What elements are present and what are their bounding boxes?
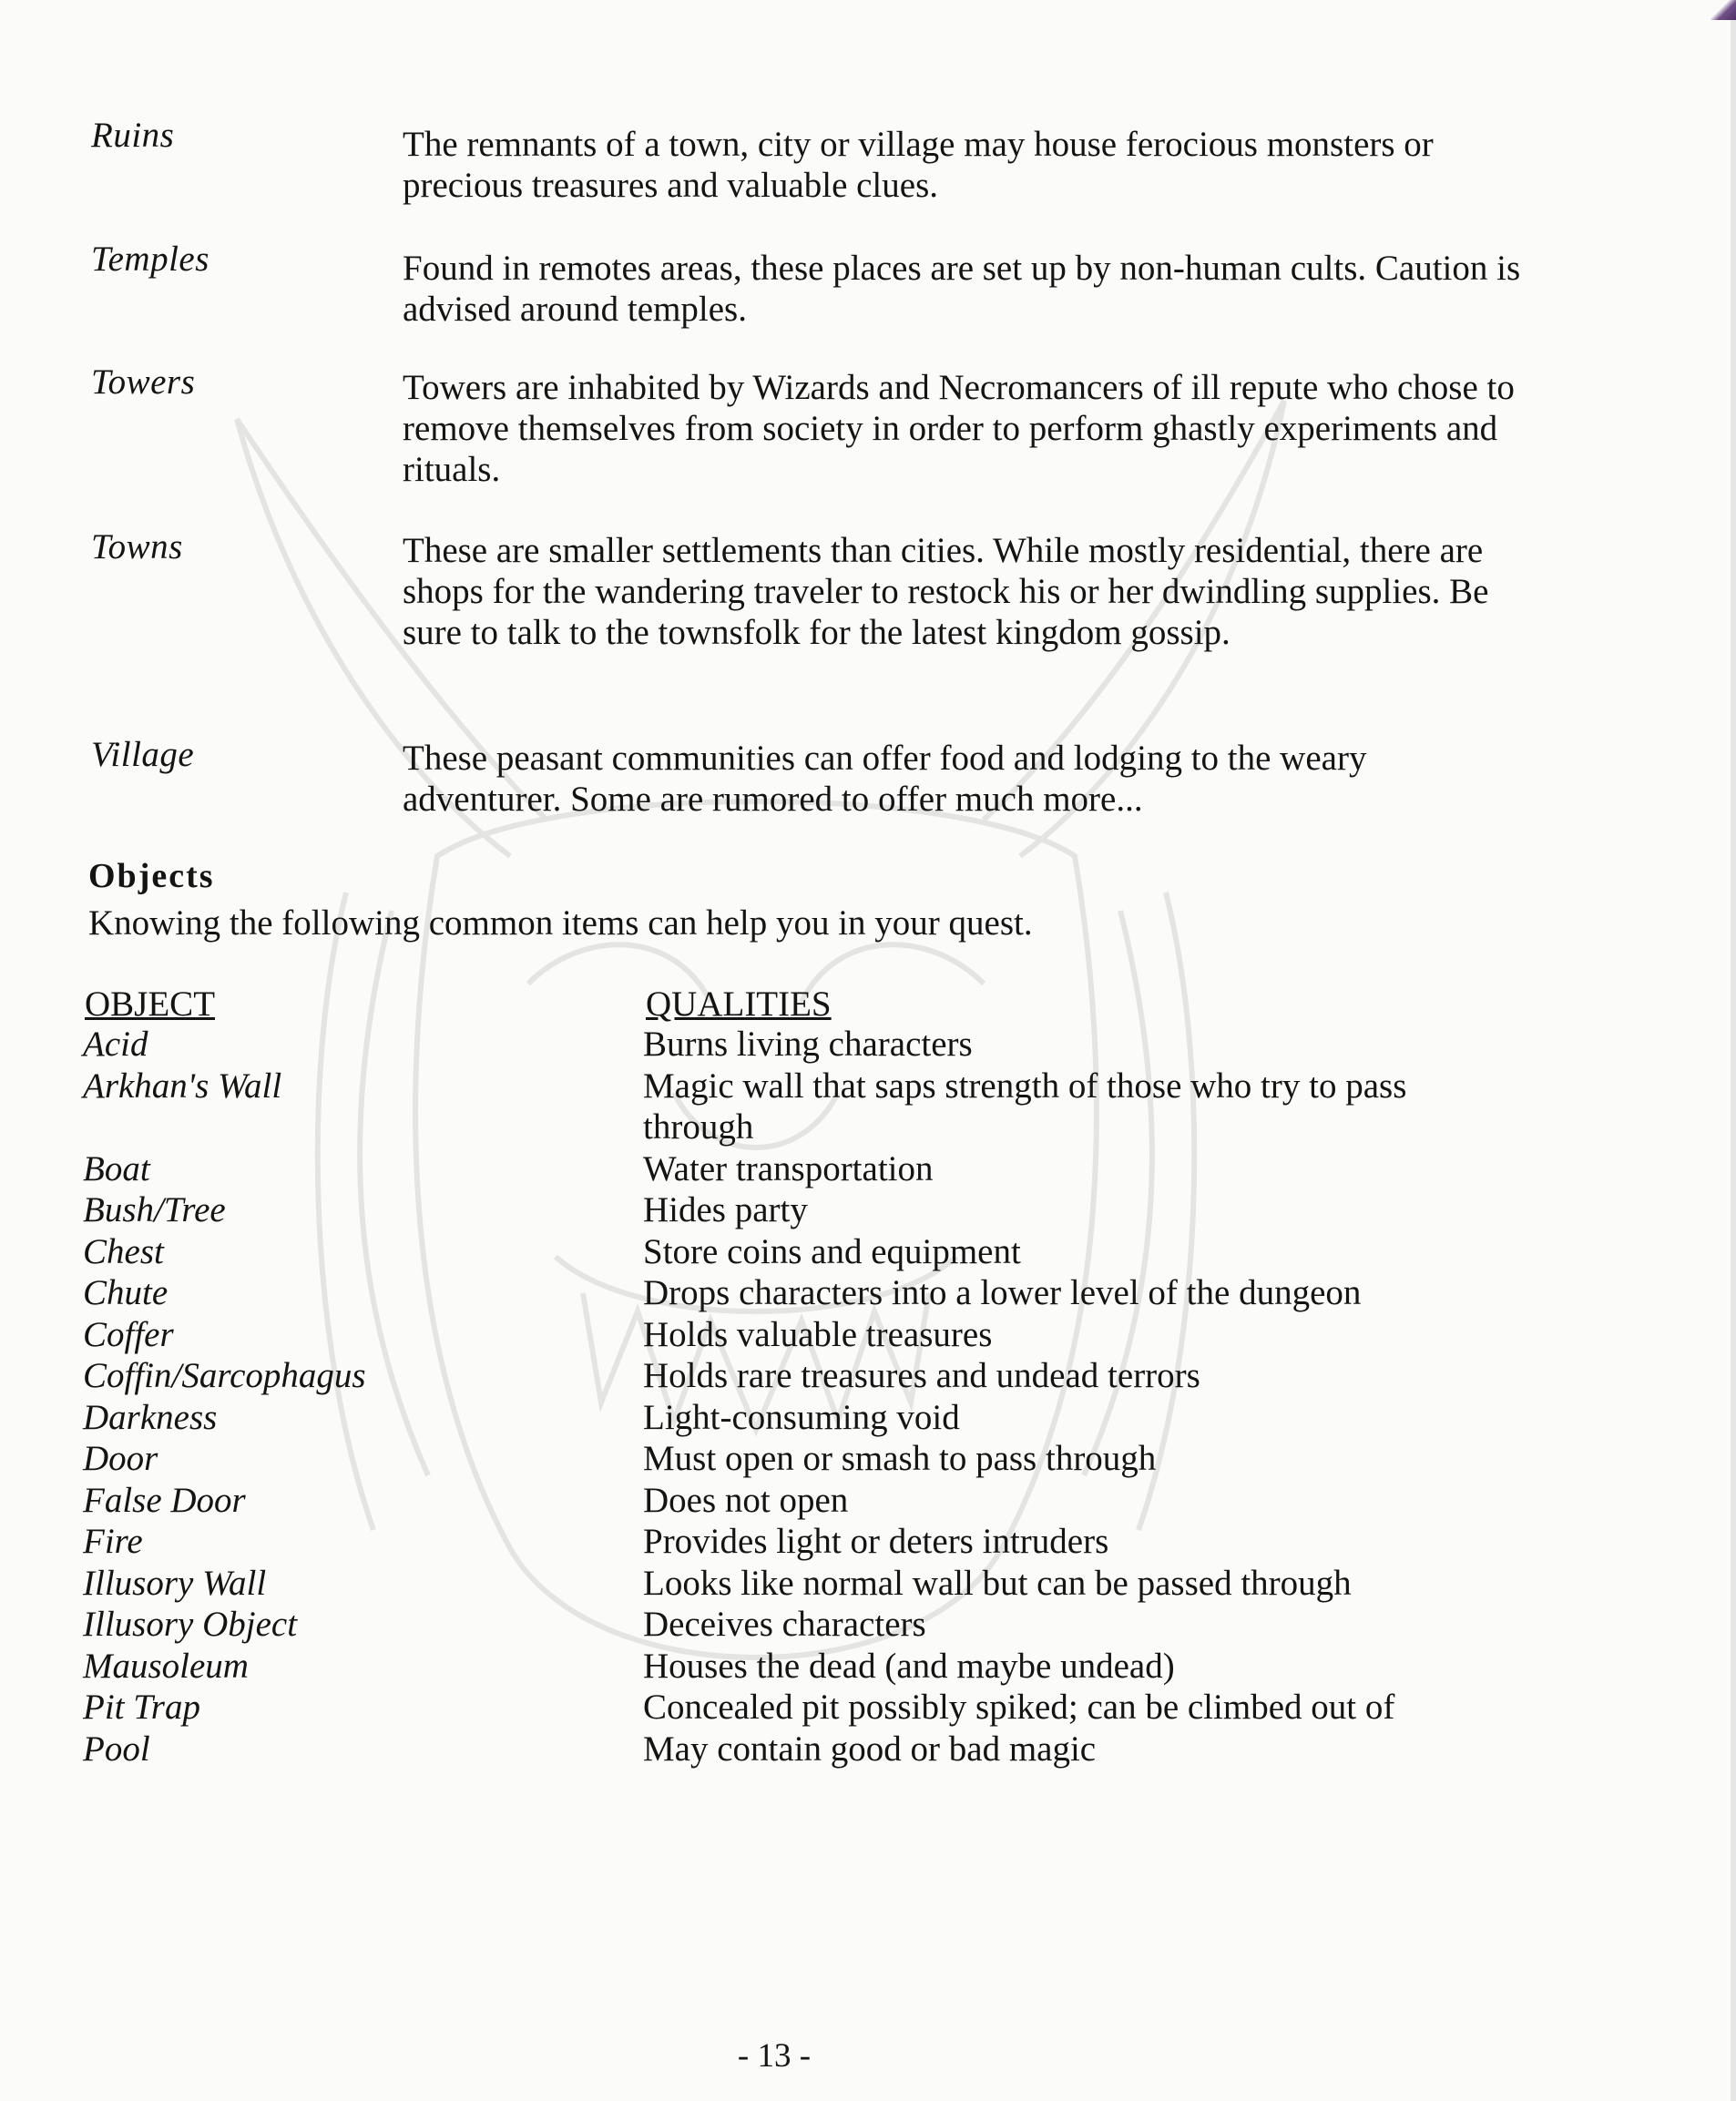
object-qualities: Holds valuable treasures xyxy=(643,1314,993,1354)
table-row xyxy=(83,1604,1631,1646)
page-edge-shadow xyxy=(1731,0,1736,2101)
object-name: False Door xyxy=(83,1480,246,1520)
object-qualities: Holds rare treasures and undead terrors xyxy=(643,1356,1200,1395)
table-row xyxy=(83,1314,1631,1356)
table-row xyxy=(83,1024,1631,1066)
page-number: - 13 - xyxy=(737,2037,812,2075)
table-row xyxy=(83,1355,1631,1397)
object-qualities: Looks like normal wall but can be passed through xyxy=(643,1563,1352,1603)
object-qualities: Hides party xyxy=(643,1190,808,1229)
object-qualities: Light-consuming void xyxy=(643,1397,960,1437)
table-row xyxy=(83,1521,1631,1563)
object-qualities: Provides light or deters intruders xyxy=(643,1522,1109,1561)
object-qualities: May contain good or bad magic xyxy=(643,1729,1097,1769)
objects-intro: Knowing the following common items can help you in your quest. xyxy=(88,903,1033,943)
column-header-qualities: QUALITIES xyxy=(646,984,832,1024)
table-row xyxy=(83,1646,1631,1688)
column-header-object: OBJECT xyxy=(85,984,216,1024)
object-name: Boat xyxy=(83,1148,150,1188)
table-row xyxy=(83,1066,1631,1148)
object-name: Arkhan's Wall xyxy=(83,1066,282,1106)
object-qualities: Houses the dead (and maybe undead) xyxy=(643,1646,1175,1686)
table-row xyxy=(83,1272,1631,1314)
location-name: Temples xyxy=(91,240,209,279)
object-name: Fire xyxy=(83,1522,143,1561)
object-name: Bush/Tree xyxy=(83,1190,226,1229)
table-row xyxy=(83,1397,1631,1439)
object-name: Illusory Object xyxy=(83,1605,298,1644)
location-description: The remnants of a town, city or village may house ferocious monsters or precious treasures and valuable clues. xyxy=(403,125,1434,205)
location-name: Village xyxy=(91,735,195,774)
object-name: Mausoleum xyxy=(83,1646,249,1686)
table-row xyxy=(83,1687,1631,1729)
corner-tab xyxy=(1710,0,1736,20)
object-name: Door xyxy=(83,1439,158,1478)
location-description: These are smaller settlements than cities. While mostly residential, there are shops for the wandering traveler to restock his or her dwindling supplies. Be sure to talk to the townsfolk for the latest kingdom gossip. xyxy=(403,531,1489,652)
object-qualities: Drops characters into a lower level of the dungeon xyxy=(643,1273,1362,1312)
object-name: Pool xyxy=(83,1729,150,1769)
object-qualities: Concealed pit possibly spiked; can be climbed out of xyxy=(643,1688,1395,1727)
object-name: Chest xyxy=(83,1231,164,1271)
table-row xyxy=(83,1189,1631,1231)
location-description: These peasant communities can offer food and lodging to the weary adventurer. Some are rumored to offer much more... xyxy=(403,739,1367,819)
object-qualities: Does not open xyxy=(643,1480,849,1520)
objects-table xyxy=(83,1024,1631,1770)
object-qualities: Magic wall that saps strength of those who try to pass through xyxy=(643,1066,1407,1147)
objects-heading: Objects xyxy=(88,857,215,895)
table-row xyxy=(83,1438,1631,1480)
object-name: Chute xyxy=(83,1273,168,1312)
object-name: Darkness xyxy=(83,1397,218,1437)
table-row xyxy=(83,1729,1631,1770)
table-row xyxy=(83,1480,1631,1522)
location-description: Found in remotes areas, these places are set up by non-human cults. Caution is advised around temples. xyxy=(403,249,1521,329)
location-name: Towns xyxy=(91,527,183,566)
object-name: Illusory Wall xyxy=(83,1563,267,1603)
table-row xyxy=(83,1148,1631,1190)
table-row xyxy=(83,1231,1631,1273)
location-description: Towers are inhabited by Wizards and Necromancers of ill repute who chose to remove themselves from society in order to perform ghastly experiments and rituals. xyxy=(403,368,1515,489)
table-row xyxy=(83,1563,1631,1605)
location-name: Towers xyxy=(91,362,196,402)
object-name: Coffin/Sarcophagus xyxy=(83,1356,366,1395)
object-qualities: Deceives characters xyxy=(643,1605,926,1644)
object-qualities: Store coins and equipment xyxy=(643,1231,1021,1271)
object-qualities: Must open or smash to pass through xyxy=(643,1439,1157,1478)
location-name: Ruins xyxy=(91,116,175,155)
object-qualities: Burns living characters xyxy=(643,1025,973,1064)
object-qualities: Water transportation xyxy=(643,1148,934,1188)
object-name: Pit Trap xyxy=(83,1688,200,1727)
object-name: Coffer xyxy=(83,1314,174,1354)
object-name: Acid xyxy=(83,1025,148,1064)
